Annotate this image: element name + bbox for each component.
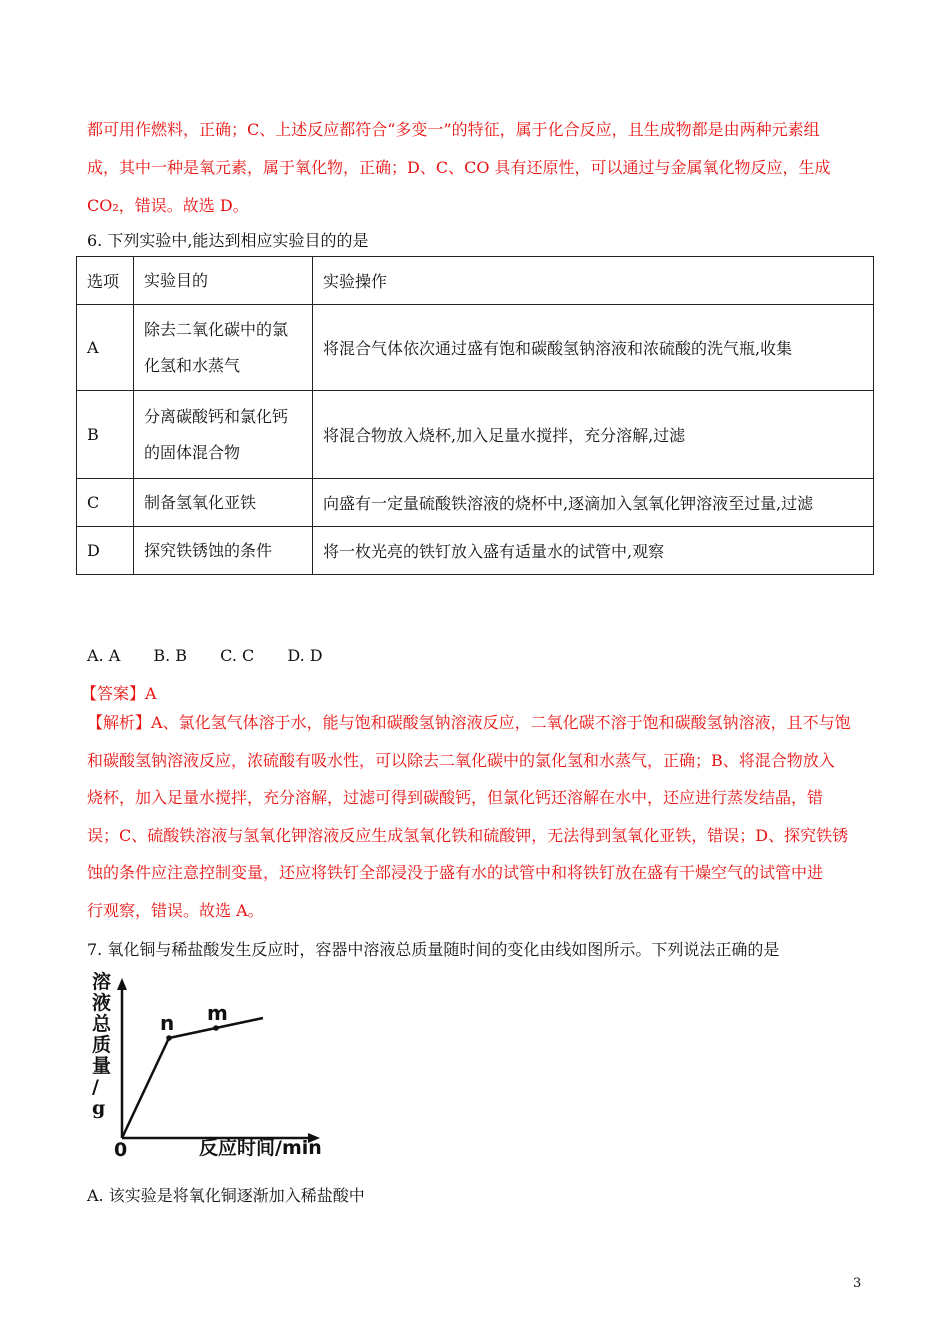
row-operation: 将混合物放入烧杯,加入足量水搅拌，充分溶解,过滤 [313,391,874,479]
page-number: 3 [853,1276,862,1291]
point-n [166,1035,172,1041]
row-option: D [77,527,134,575]
q7-stem: 7. 氧化铜与稀盐酸发生反应时，容器中溶液总质量随时间的变化由线如图所示。下列说法正确的是 [87,940,780,959]
row-purpose: 分离碳酸钙和氯化钙的固体混合物 [134,391,313,479]
row-option: C [77,479,134,527]
table-row [77,527,874,575]
table-row [77,305,874,391]
q6-table [76,256,874,575]
x-axis-label: 反应时间/min [199,1137,322,1159]
analysis-line-1: 都可用作燃料，正确；C、上述反应都符合“多变一”的特征，属于化合反应，且生成物都是由两种元素组 [87,120,820,139]
choice-d: D. D [287,646,323,665]
analysis-row: 蚀的条件应注意控制变量，还应将铁钉全部浸没于盛有水的试管中和将铁钉放在盛有干燥空气的试管中进 [87,863,824,882]
y-axis-arrow [117,978,127,990]
analysis-row [87,704,869,742]
choice-c: C. C [220,646,255,665]
header-purpose: 实验目的 [134,257,313,305]
analysis-text: A、氯化氢气体溶于水，能与饱和碳酸氢钠溶液反应，二氧化碳不溶于饱和碳酸氢钠溶液，且不与饱 [151,713,851,732]
point-labels [160,1001,228,1041]
table-row [77,391,874,479]
table-header-row [77,257,874,305]
analysis-label: 【解析】 [87,713,152,732]
header-operation: 实验操作 [313,257,874,305]
row-purpose: 制备氢氧化亚铁 [134,479,313,527]
row-operation: 向盛有一定量硫酸铁溶液的烧杯中,逐滴加入氢氧化钾溶液至过量,过滤 [313,479,874,527]
point-label-m: m [207,1001,228,1025]
choice-a: A. A [87,646,121,665]
origin-label: 0 [114,1139,128,1161]
choice-b: B. B [153,646,188,665]
q7-option-a: A. 该实验是将氧化铜逐渐加入稀盐酸中 [87,1186,365,1205]
series-line [122,1018,263,1138]
row-purpose: 除去二氧化碳中的氯化氢和水蒸气 [134,305,313,391]
row-purpose: 探究铁锈蚀的条件 [134,527,313,575]
analysis-row: 误；C、硫酸铁溶液与氢氧化钾溶液反应生成氢氧化铁和硫酸钾，无法得到氢氧化亚铁，错误；D、探究铁锈 [87,825,849,845]
q6-stem: 6. 下列实验中,能达到相应实验目的的是 [87,231,369,250]
point-label-n: n [160,1011,175,1035]
analysis-line-3: CO₂，错误。故选 D。 [87,196,249,215]
table-row [77,479,874,527]
chart-svg [86,968,336,1168]
row-operation: 将混合气体依次通过盛有饱和碳酸氢钠溶液和浓硫酸的洗气瓶,收集 [313,305,874,391]
mass-time-chart [86,968,336,1168]
y-axis-label: 溶液总质量/ g [92,971,112,1119]
q6-analysis [87,704,869,929]
header-option: 选项 [77,257,134,305]
analysis-line-2: 成，其中一种是氧元素，属于氧化物，正确；D、C、CO 具有还原性，可以通过与金属氧化物反应，生成 [87,158,831,177]
row-option: B [77,391,134,479]
point-m [213,1025,219,1031]
row-option: A [77,305,134,391]
analysis-row: 和碳酸氢钠溶液反应，浓硫酸有吸水性，可以除去二氧化碳中的氯化氢和水蒸气，正确；B、将混合物放入 [87,750,835,770]
q6-answer: 【答案】A [81,684,157,703]
analysis-row: 行观察，错误。故选 A。 [87,900,264,920]
q6-choices [87,646,351,665]
row-operation: 将一枚光亮的铁钉放入盛有适量水的试管中,观察 [313,527,874,575]
analysis-row: 烧杯，加入足量水搅拌，充分溶解，过滤可得到碳酸钙，但氯化钙还溶解在水中，还应进行蒸发结晶，错 [87,788,824,807]
